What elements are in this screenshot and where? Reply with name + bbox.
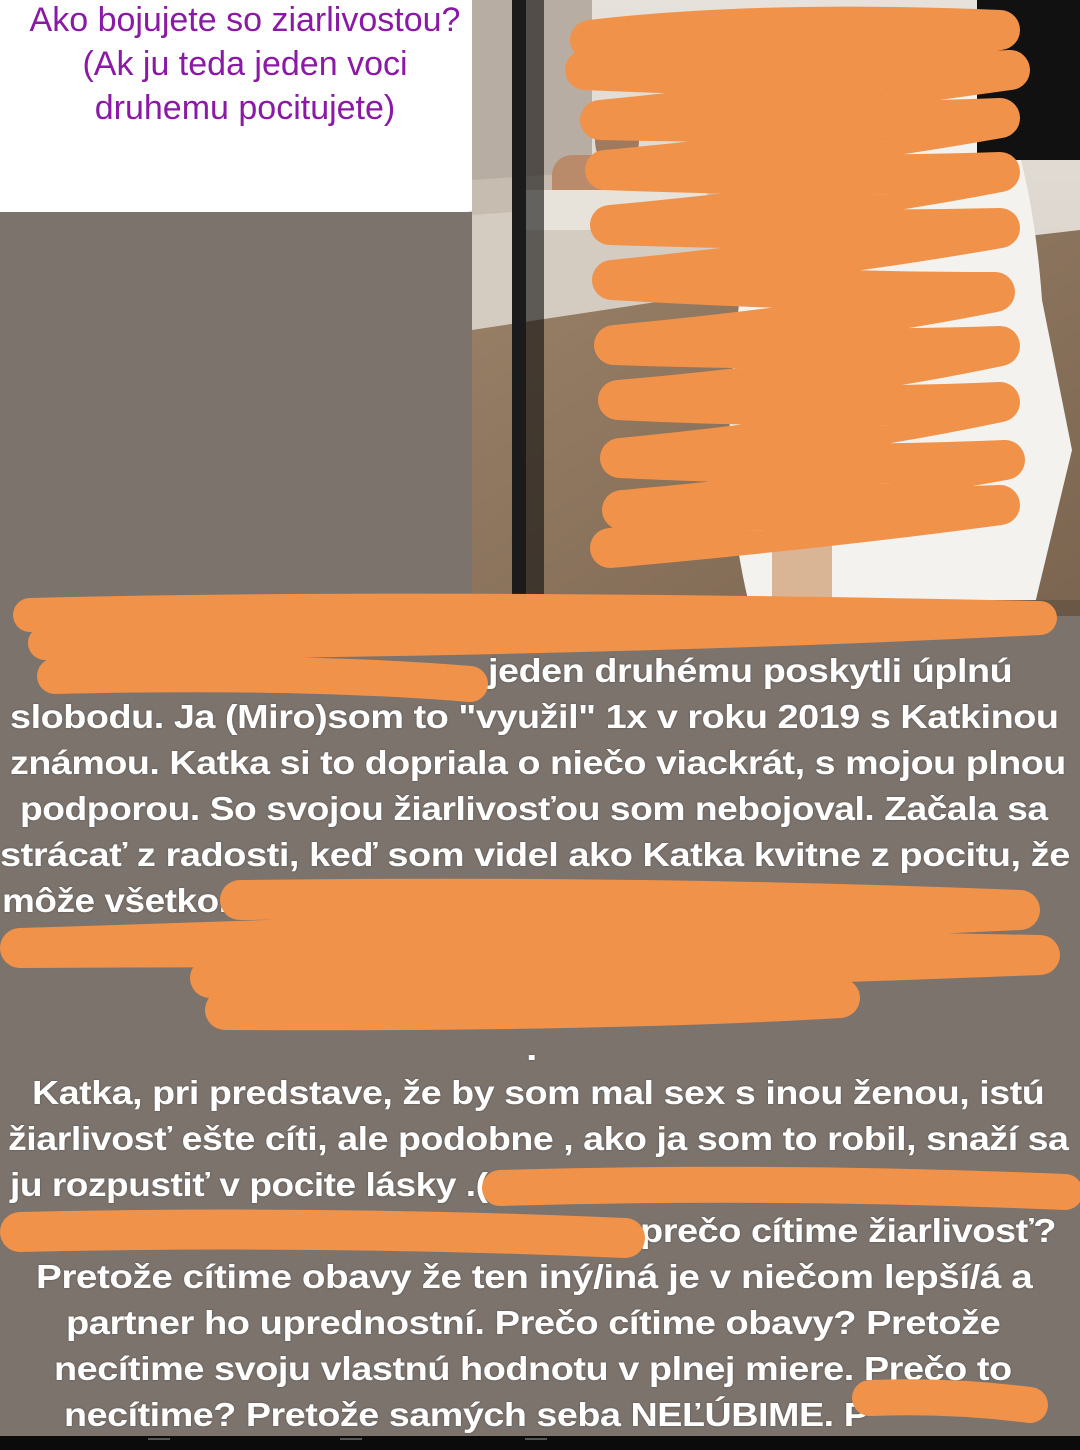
caption-line: Pretože cítime obavy že ten iný/iná je v niečom lepší/á a xyxy=(36,1258,1033,1295)
caption-line: Katka, pri predstave, že by som mal sex s inou ženou, istú xyxy=(32,1074,1045,1111)
caption-line: slobodu. Ja (Miro)som to "využil" 1x v roku 2019 s Katkinou xyxy=(10,698,1059,735)
caption-line: . xyxy=(526,1030,537,1067)
caption-line: známou. Katka si to dopriala o niečo viackrát, s mojou plnou xyxy=(10,744,1066,781)
redaction-scribble xyxy=(55,674,470,684)
redaction-scribble xyxy=(500,1185,1065,1192)
caption-line: necítime svoju vlastnú hodnotu v plnej miere. Prečo to xyxy=(54,1350,1012,1387)
caption-line: žiarlivosť ešte cíti, ale podobne , ako ja som to robil, snaží sa xyxy=(8,1120,1069,1157)
home-icon[interactable] xyxy=(340,1438,362,1448)
caption-line: necítime? Pretože samých seba NEĽÚBIME. P xyxy=(64,1396,869,1433)
caption-line: jeden druhému poskytli úplnú xyxy=(488,652,1013,689)
photo-illustration xyxy=(472,0,1080,616)
recents-icon[interactable] xyxy=(525,1438,547,1448)
caption-line: prečo cítime žiarlivosť? xyxy=(640,1212,1057,1249)
caption-line: podporou. So svojou žiarlivosťou som nebojoval. Začala sa xyxy=(20,790,1048,827)
redaction-scribble xyxy=(20,1230,625,1238)
caption-line: ju rozpustiť v pocite lásky .( xyxy=(10,1166,488,1203)
caption-line: partner ho uprednostní. Prečo cítime obavy? Pretože xyxy=(66,1304,1001,1341)
question-text: Ako bojujete so ziarlivostou? (Ak ju teda jeden voci druhemu pocitujete) xyxy=(29,1,461,127)
back-icon[interactable] xyxy=(148,1438,170,1448)
mirror-selfie-photo xyxy=(472,0,1080,616)
navigation-bar xyxy=(0,1436,1080,1450)
redaction-scribble xyxy=(870,1397,1030,1405)
caption-line: môže všetko. xyxy=(2,882,229,919)
caption-line: strácať z radosti, keď som videl ako Katka kvitne z pocitu, že xyxy=(0,836,1070,873)
question-sticker xyxy=(0,0,490,212)
